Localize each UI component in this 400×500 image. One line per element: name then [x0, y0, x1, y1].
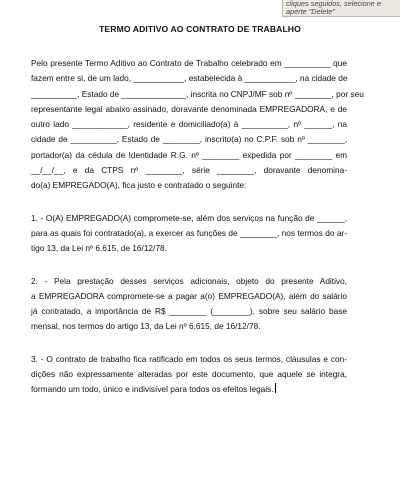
text-line: do(a) EMPREGADO(A), fica justo e contratado o seguinte: [31, 180, 247, 191]
text-line: a EMPREGADORA compromete-se a pagar a(o) EMPREGADO(A), além do salário [31, 290, 347, 301]
text-line: 1. - O(A) EMPREGADO(A) compromete-se, além dos serviços na função de ______, [31, 212, 347, 223]
text-line [31, 382, 347, 397]
text-line: tigo 13, da Lei nº 6.615, de 16/12/78. [31, 243, 167, 254]
intro-paragraph[interactable] [31, 56, 364, 194]
text-line: fazem entre si, de um lado, ___________, estabelecida à ___________, na cidade de [31, 73, 348, 84]
document-body[interactable] [31, 56, 364, 398]
text-line: cidade de __________, Estado de ________, inscrito(a) no C.P.F. sob nº ________, [31, 134, 347, 145]
paragraph-gap [31, 335, 347, 352]
text-line: já contratado, a importância de R$ ________ (________), sobre seu salário base [31, 306, 347, 317]
help-tooltip [282, 0, 400, 17]
text-line: outro lado ____________, residente e domiciliado(a) à __________, nº ______, na [31, 119, 347, 130]
clause-2-paragraph[interactable] [31, 274, 347, 335]
text-line: 2. - Pela prestação desses serviços adicionais, objeto do presente Aditivo, [31, 275, 347, 286]
text-line: __________, Estado de ______________, inscrita no CNPJ/MF sob nº ________, por seu [31, 88, 364, 99]
text-line: para as quais foi contratado(a), a exercer as funções de ________, nos termos do ar- [31, 227, 347, 238]
clause-1-paragraph[interactable] [31, 211, 347, 257]
tooltip-line: cliques seguidos, selecione e [286, 0, 381, 8]
text-line: __/__/__, e da CTPS nº ________, série ________, doravante denomina- [31, 165, 347, 176]
text-line: mensal, nos termos do artigo 13, da Lei nº 6.615, de 16/12/78. [31, 321, 261, 332]
paragraph-gap [31, 257, 347, 274]
text-line: representante legal abaixo assinado, doravante denominada EMPREGADORA, e de [31, 103, 347, 114]
clause-3-paragraph[interactable] [31, 352, 347, 398]
document-title: TERMO ADITIVO AO CONTRATO DE TRABALHO [99, 24, 301, 34]
text-line: Pelo presente Termo Aditivo ao Contrato de Trabalho celebrado em __________ que [31, 58, 347, 68]
text-line-content: formando um todo, único e indivisível para todos os efeitos legais. [31, 384, 274, 395]
paragraph-gap [31, 194, 347, 211]
text-line: dições não expressamente alteradas por este documento, que aquele se integra, [31, 369, 347, 380]
text-line: portador(a) da cédula de Identidade R.G. nº ________ expedida por ________ em [31, 149, 347, 160]
text-line: 3. - O contrato de trabalho fica ratificado em todos os seus termos, cláusulas e con- [31, 353, 347, 364]
text-cursor [275, 383, 276, 393]
tooltip-line: aperte "Delete" [286, 6, 335, 16]
